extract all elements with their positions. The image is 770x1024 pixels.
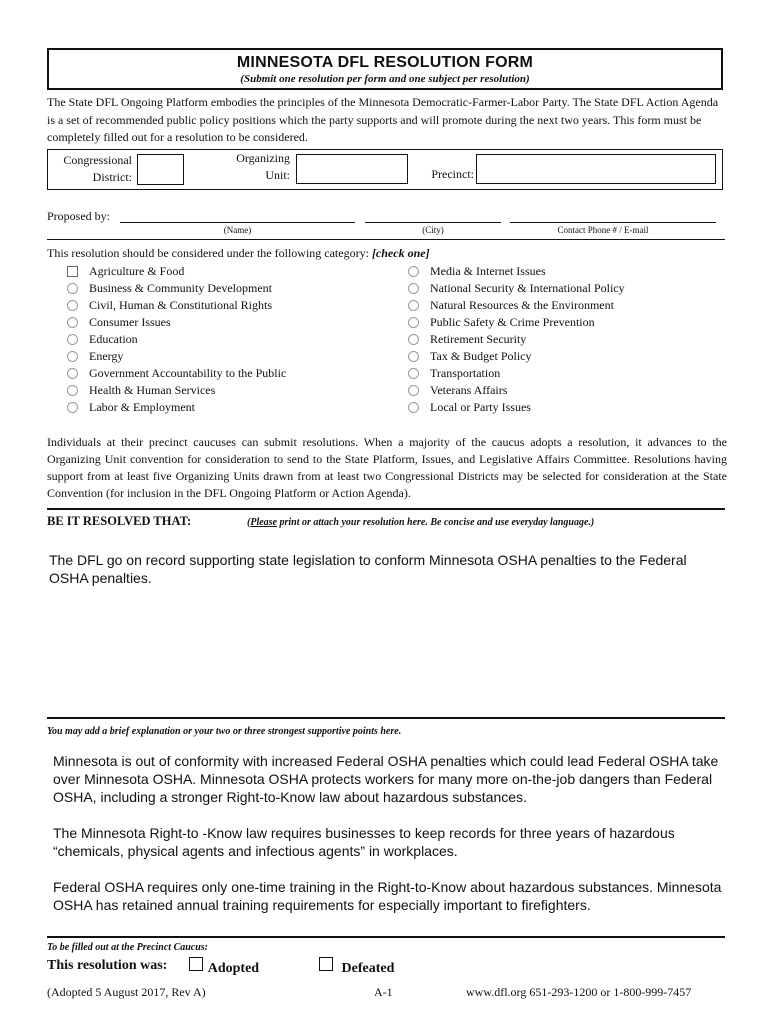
- page-number: A-1: [374, 985, 393, 999]
- footer-contact: www.dfl.org 651-293-1200 or 1-800-999-7457: [466, 985, 692, 999]
- radio-icon[interactable]: [408, 266, 419, 277]
- district-fields-box: [47, 149, 723, 190]
- category-option[interactable]: Labor & Employment: [67, 399, 286, 416]
- category-option[interactable]: Agriculture & Food: [67, 263, 286, 280]
- category-option[interactable]: Civil, Human & Constitutional Rights: [67, 297, 286, 314]
- contact-caption: Contact Phone # / E-mail: [557, 225, 649, 235]
- check-one-note: [check one]: [371, 246, 430, 260]
- proposer-contact-line[interactable]: [510, 210, 716, 223]
- form-title: MINNESOTA DFL RESOLUTION FORM: [236, 54, 534, 71]
- adopted-option[interactable]: Adopted: [189, 957, 257, 976]
- radio-icon[interactable]: [408, 283, 419, 294]
- category-option[interactable]: Education: [67, 331, 286, 348]
- radio-icon[interactable]: [67, 317, 78, 328]
- city-caption: (City): [422, 225, 444, 235]
- divider: [47, 239, 725, 240]
- category-option[interactable]: Retirement Security: [408, 331, 625, 348]
- organizing-unit-label: Organizing Unit:: [236, 151, 290, 182]
- category-option[interactable]: National Security & International Policy: [408, 280, 625, 297]
- category-option[interactable]: Health & Human Services: [67, 382, 286, 399]
- radio-icon[interactable]: [408, 385, 419, 396]
- footer-revision: (Adopted 5 August 2017, Rev A): [47, 985, 206, 999]
- name-caption: (Name): [223, 225, 252, 235]
- explanation-paragraph-2[interactable]: The Minnesota Right-to -Know law requires businesses to keep records for three years of hazardous “chemicals, physical agents and infectious agents” in workplaces.: [53, 825, 675, 859]
- category-list-right: [408, 263, 625, 416]
- radio-icon[interactable]: [67, 385, 78, 396]
- radio-icon[interactable]: [408, 334, 419, 345]
- adopted-checkbox[interactable]: [189, 957, 203, 971]
- category-option[interactable]: Energy: [67, 348, 286, 365]
- resolution-text[interactable]: The DFL go on record supporting state legislation to conform Minnesota OSHA penalties to the Federal OSHA penalties.: [49, 552, 687, 586]
- checkbox-icon[interactable]: [67, 266, 78, 277]
- radio-icon[interactable]: [408, 317, 419, 328]
- category-option[interactable]: Consumer Issues: [67, 314, 286, 331]
- category-list-left: [67, 263, 286, 416]
- category-option[interactable]: Media & Internet Issues: [408, 263, 625, 280]
- category-heading: This resolution should be considered under the following category: [check one]: [47, 246, 430, 260]
- caucus-paragraph: Individuals at their precinct caucuses can submit resolutions. When a majority of the caucus adopts a resolution, it advances to the Organizing Unit convention for consideration to send to the State Platform, Issues, and Legislative Affairs Committee. Resolutions having support from at least five Organizing Units drawn from at least two Congressional Districts may be selected for consideration at the State Convention (for inclusion in the DFL Ongoing Platform or Action Agenda).: [47, 435, 727, 500]
- radio-icon[interactable]: [67, 402, 78, 413]
- be-it-resolved-label: BE IT RESOLVED THAT:: [47, 514, 192, 528]
- congressional-district-label: Congressional District:: [63, 153, 132, 184]
- category-option[interactable]: Veterans Affairs: [408, 382, 625, 399]
- radio-icon[interactable]: [67, 334, 78, 345]
- category-option[interactable]: Local or Party Issues: [408, 399, 625, 416]
- explanation-paragraph-1[interactable]: Minnesota is out of conformity with increased Federal OSHA penalties which could lead Federal OSHA take over Minnesota OSHA. Minnesota OSHA protects workers for many more on-the-job dangers than Federal OSHA, including a stronger Right-to-Know law about hazardous substances.: [53, 753, 719, 805]
- radio-icon[interactable]: [67, 300, 78, 311]
- form-subtitle: (Submit one resolution per form and one subject per resolution): [240, 73, 530, 85]
- precinct-input[interactable]: [476, 154, 716, 184]
- congressional-district-input[interactable]: [137, 154, 184, 185]
- precinct-label: Precinct:: [431, 167, 474, 181]
- radio-icon[interactable]: [408, 300, 419, 311]
- category-option[interactable]: Business & Community Development: [67, 280, 286, 297]
- radio-icon[interactable]: [67, 351, 78, 362]
- caucus-fill-note: To be filled out at the Precinct Caucus:: [47, 942, 209, 953]
- explanation-note: You may add a brief explanation or your two or three strongest supportive points here.: [47, 726, 402, 737]
- divider: [47, 508, 725, 510]
- form-title-box: [47, 48, 723, 90]
- defeated-checkbox[interactable]: [319, 957, 333, 971]
- category-option[interactable]: Natural Resources & the Environment: [408, 297, 625, 314]
- category-option[interactable]: Public Safety & Crime Prevention: [408, 314, 625, 331]
- radio-icon[interactable]: [408, 402, 419, 413]
- proposed-by-label: Proposed by:: [47, 209, 110, 223]
- category-option[interactable]: Government Accountability to the Public: [67, 365, 286, 382]
- intro-paragraph: The State DFL Ongoing Platform embodies the principles of the Minnesota Democratic-Farmer-Labor Party. The State DFL Action Agenda is a set of recommended public policy positions which the party supports and will promote during the next two years. This form must be completely filled out for a resolution to be considered.: [47, 95, 719, 144]
- proposer-city-line[interactable]: [365, 210, 501, 223]
- radio-icon[interactable]: [408, 368, 419, 379]
- radio-icon[interactable]: [67, 368, 78, 379]
- explanation-paragraph-3[interactable]: Federal OSHA requires only one-time training in the Right-to-Know about hazardous substances. Minnesota OSHA has retained annual training requirements for especially important to firefighters.: [53, 879, 722, 913]
- defeated-option[interactable]: Defeated: [319, 957, 389, 976]
- divider: [47, 717, 725, 719]
- divider: [47, 936, 725, 938]
- category-option[interactable]: Transportation: [408, 365, 625, 382]
- proposer-name-line[interactable]: [120, 210, 355, 223]
- resolved-instructions: (Please print or attach your resolution here. Be concise and use everyday language.): [247, 517, 595, 528]
- organizing-unit-input[interactable]: [296, 154, 408, 184]
- radio-icon[interactable]: [408, 351, 419, 362]
- category-option[interactable]: Tax & Budget Policy: [408, 348, 625, 365]
- radio-icon[interactable]: [67, 283, 78, 294]
- resolution-was-label: This resolution was:: [47, 958, 168, 973]
